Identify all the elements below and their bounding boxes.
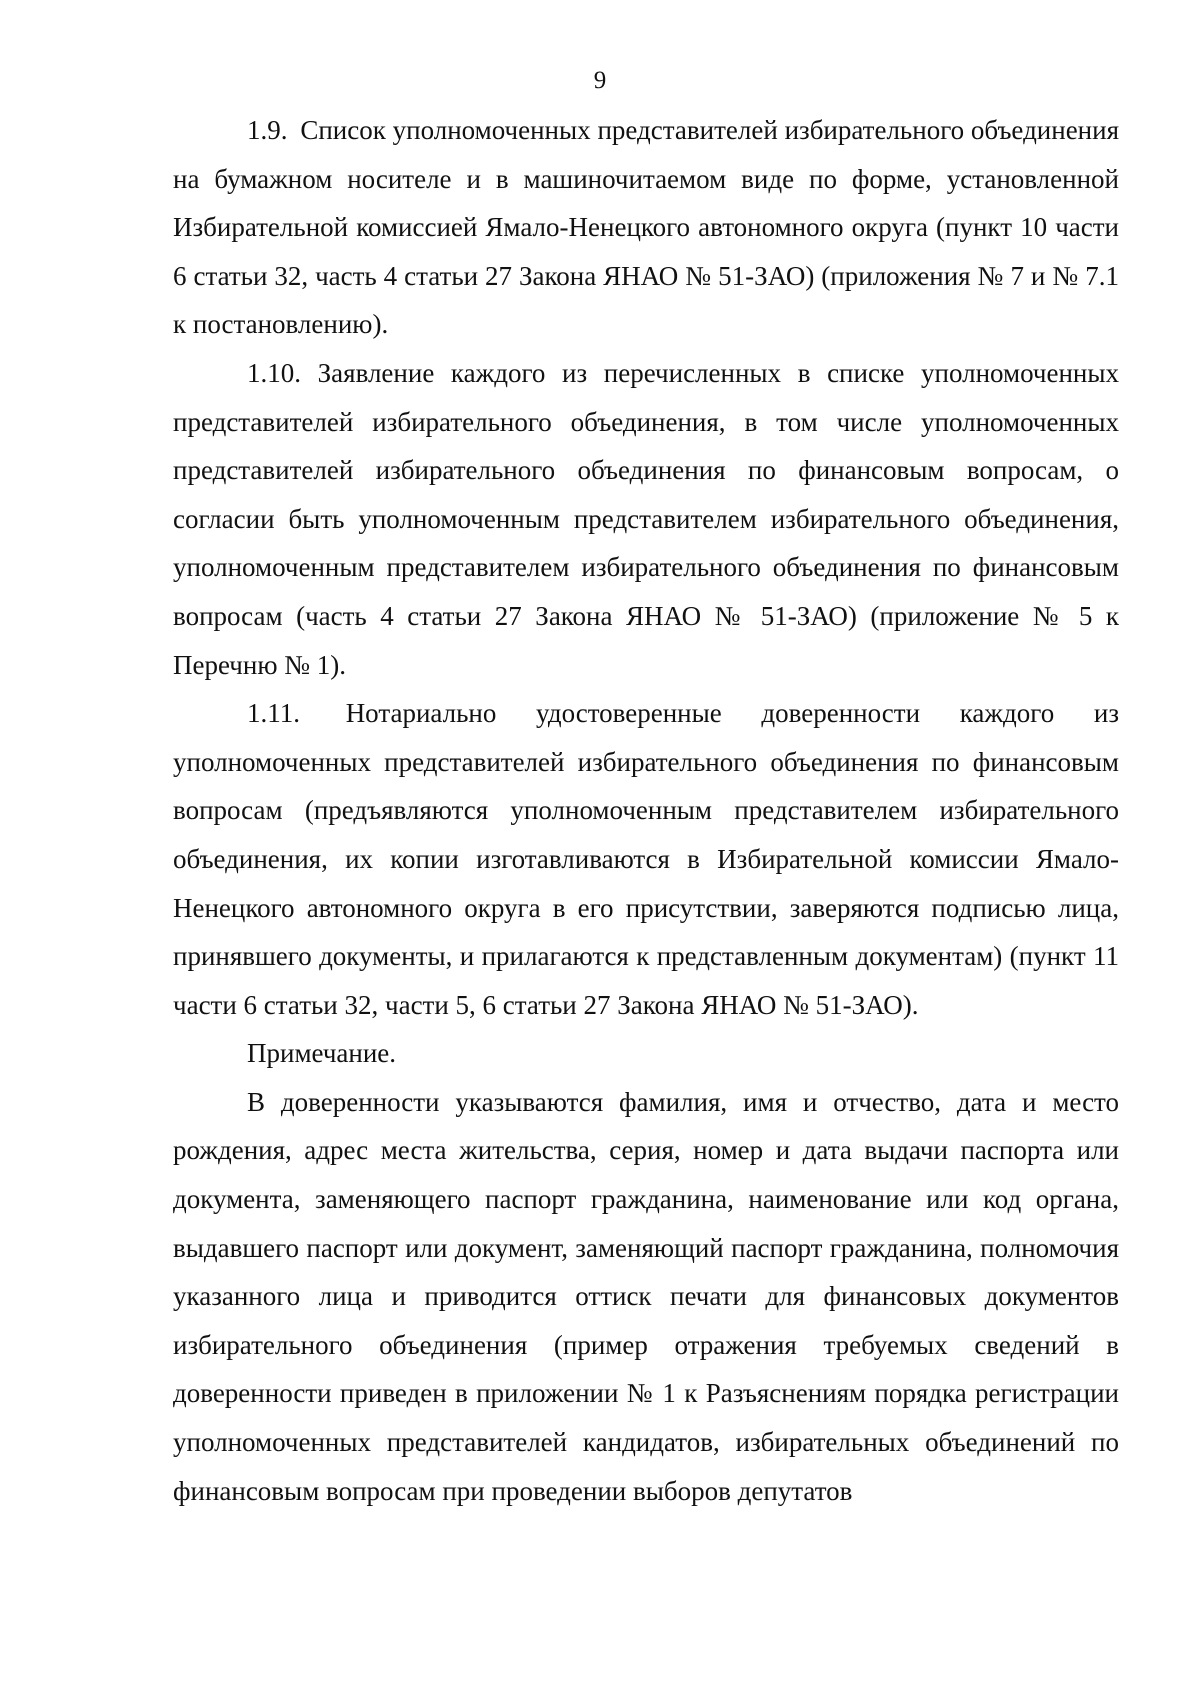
item-1-11 [173,689,1119,1029]
note-label: Примечание. [247,1038,397,1069]
item-text: Список уполномоченных представителей избирательного объединения на бумажном носителе и в машиночитаемом виде по форме, установленной Избирательной комиссией Ямало-Ненецкого автономного округа (пункт 10 части 6 статьи 32, часть 4 статьи 27 Закона ЯНАО № 51-ЗАО) (приложения № 7 и № 7.1 к постановлению). [173,115,1120,340]
note-text: В доверенности указываются фамилия, имя и отчество, дата и место рождения, адрес места жительства, серия, номер и дата выдачи паспорта или документа, заменяющего паспорт гражданина, наименование или код органа, выдавшего паспорт или документ, заменяющий паспорт гражданина, полномочия указанного лица и приводится оттиск печати для финансовых документов избирательного объединения (пример отражения требуемых сведений в доверенности приведен в приложении № 1 к Разъяснениям порядка регистрации уполномоченных представителей кандидатов, избирательных объединений по финансовым вопросам при проведении выборов депутатов [173,1086,1119,1506]
item-1-9 [173,106,1119,349]
item-1-10 [173,349,1119,689]
page-number: 9 [593,67,607,94]
item-number: 1.10. [247,357,301,388]
item-number: 1.9. [247,115,288,145]
item-number: 1.11. [247,698,300,729]
item-text: Заявление каждого из перечисленных в списке уполномоченных представителей избирательного объединения, в том числе уполномоченных представителей избирательного объединения по финансовым вопросам, о согласии быть уполномоченным представителем избирательного объединения, уполномоченным представителем избирательного объединения по финансовым вопросам (часть 4 статьи 27 Закона ЯНАО № 51-ЗАО) (приложение № 5 к Перечню № 1). [173,357,1119,680]
document-body [173,106,1119,1515]
item-text: Нотариально удостоверенные доверенности каждого из уполномоченных представителей избирательного объединения по финансовым вопросам (предъявляются уполномоченным представителем избирательного объединения, их копии изготавливаются в Избирательной комиссии Ямало-Ненецкого автономного округа в его присутствии, заверяются подписью лица, принявшего документы, и прилагаются к представленным документам) (пункт 11 части 6 статьи 32, части 5, 6 статьи 27 Закона ЯНАО № 51-ЗАО). [173,698,1119,1020]
